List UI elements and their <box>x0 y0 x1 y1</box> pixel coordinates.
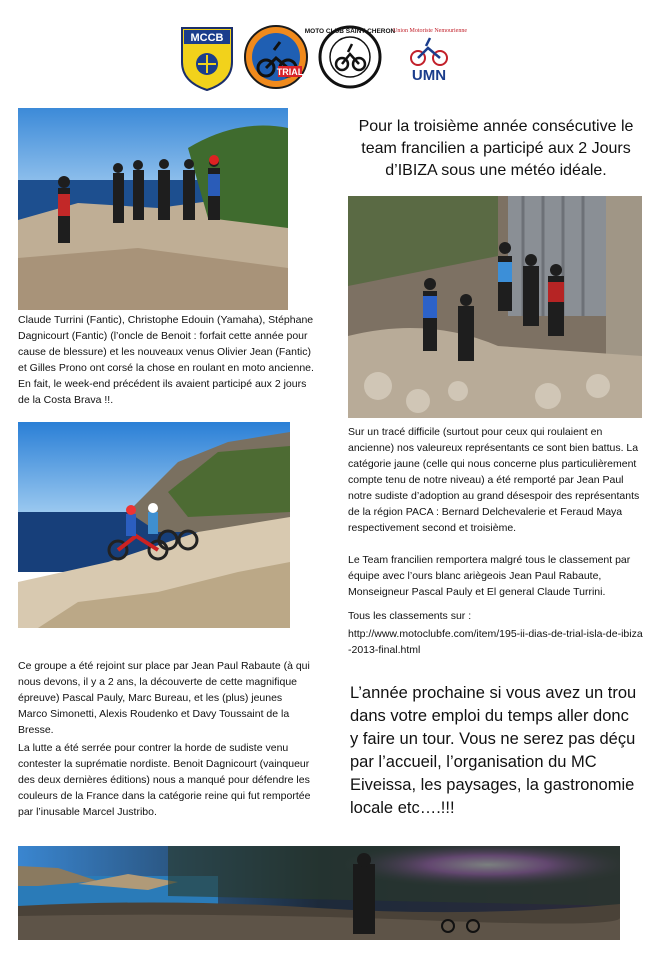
trial-text: TRIAL <box>276 67 304 77</box>
umn-text: UMN <box>411 67 447 84</box>
left-para-group: Ce groupe a été rejoint sur place par Jean Paul Rabaute (à qui nous devons, il y a 2 ans, la découverte de cette magnifique épreuve) Pascal Pauly, Marc Bureau, et les (plus) jeunes Marco Simonetti, Alexis Roudenko et Davy Toussaint de la Bresse. <box>18 660 310 736</box>
photo-panorama-beach <box>18 846 620 940</box>
left-para-competition: La lutte a été serrée pour contrer la horde de sudiste venu contester la suprématie nordiste. Benoit Dagnicourt (vainqueur des deux dernières éditions) nous a manqué pour défendre les couleurs de la France dans la catégorie reine qui fut remportée par l’inusable Marcel Justribo. <box>18 742 311 818</box>
mccb-logo <box>178 22 236 92</box>
headline: Pour la troisième année consécutive le team francilien a participé aux 2 Jours d’IBIZA sous une météo idéale. <box>358 118 634 179</box>
trial-logo <box>244 22 308 92</box>
closing-invitation: L’année prochaine si vous avez un trou dans votre emploi du temps aller donc y faire un tour. Vous ne serez pas déçu par l’accueil, l’organisation du MC Eiveissa, les paysages, la gastronomie locale etc….!!! <box>350 684 637 817</box>
right-para-results: Sur un tracé difficile (surtout pour ceux qui roulaient en ancienne) nos valeureux représentants ce sont bien battus. La catégorie jaune (celle qui nous concerne plus particulièrement compte tenu de notre niveau) a été remporté par Jean Paul notre sudiste d’adoption au grand désespoir des représentants de la région PACA : Bernard Delchevalerie et Feraud Maya respectivement second et troisième. <box>348 426 640 534</box>
umn-sub-text: Union Motoriste Nemourienne <box>393 28 467 34</box>
caption-team-members: Claude Turrini (Fantic), Christophe Edouin (Yamaha), Stéphane Dagnicourt (Fantic) (l’oncle de Benoit : forfait cette année pour cause de blessure) et les nouveaux venus Olivier Jean (Fantic) et Gilles Prono ont corsé la chose en roulant en moto ancienne. En fait, le week-end précédent ils avaient participé aux 2 jours de la Costa Brava !!. <box>18 314 314 406</box>
umn-logo <box>392 22 466 92</box>
mccb-text: MCCB <box>190 32 224 44</box>
photo-team-hut <box>348 196 642 418</box>
right-para-team: Le Team francilien remportera malgré tous le classement par équipe avec l’ours blanc ariègeois Jean Paul Rabaute, Monseigneur Pascal Pauly et El general Claude Turrini. <box>348 554 631 598</box>
right-para-rankings: Tous les classements sur : <box>348 610 472 622</box>
photo-riders-cliff <box>18 422 290 628</box>
moto-club-saint-cheron-logo <box>304 22 396 92</box>
rankings-link[interactable]: http://www.motoclubfe.com/item/195-ii-dias-de-trial-isla-de-ibiza-2013-final.html <box>348 628 643 656</box>
moto-club-text: MOTO CLUB SAINT CHERON <box>304 28 396 35</box>
photo-team-sea <box>18 108 288 310</box>
